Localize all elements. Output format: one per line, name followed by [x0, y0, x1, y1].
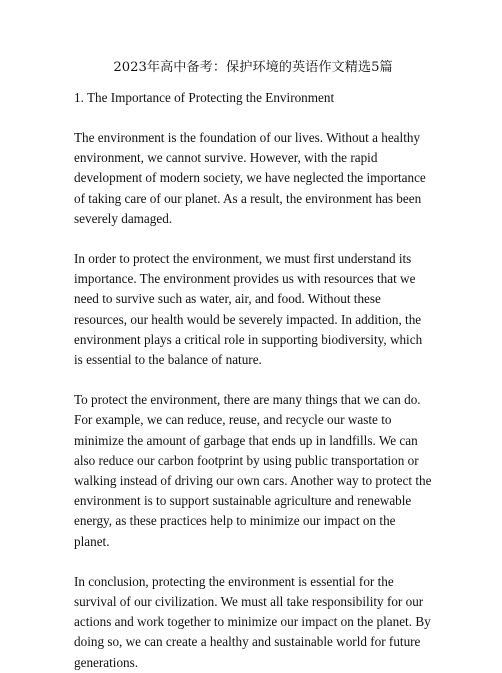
paragraph-4: In conclusion, protecting the environment is essential for the survival of our civilization. We must all take responsibility for our actions and work together to minimize our impact on the planet. By doing so, we can create a healthy and sustainable world for future generations.: [74, 573, 431, 670]
document-title: 2023年高中备考：保护环境的英语作文精选5篇: [113, 60, 393, 75]
paragraph-3: To protect the environment, there are many things that we can do. For example, we can reduce, reuse, and recycle our waste to minimize the amount of garbage that ends up in landfills. We can also reduce our carbon footprint by using public transportation or walking instead of driving our own cars. Another way to protect the environment is to support sustainable agriculture and renewable energy, as these practices help to minimize our impact on the planet.: [74, 392, 432, 549]
section-heading: 1. The Importance of Protecting the Environment: [74, 90, 335, 105]
document-body: [74, 58, 432, 673]
paragraph-1: The environment is the foundation of our lives. Without a healthy environment, we cannot survive. However, with the rapid development of modern society, we have neglected the importance of taking care of our planet. As a result, the environment has been severely damaged.: [74, 130, 426, 226]
paragraph-2: In order to protect the environment, we must first understand its importance. The environment provides us with resources that we need to survive such as water, air, and food. Without these resources, our health would be severely impacted. In addition, the environment plays a critical role in supporting biodiversity, which is essential to the balance of nature.: [74, 251, 423, 368]
